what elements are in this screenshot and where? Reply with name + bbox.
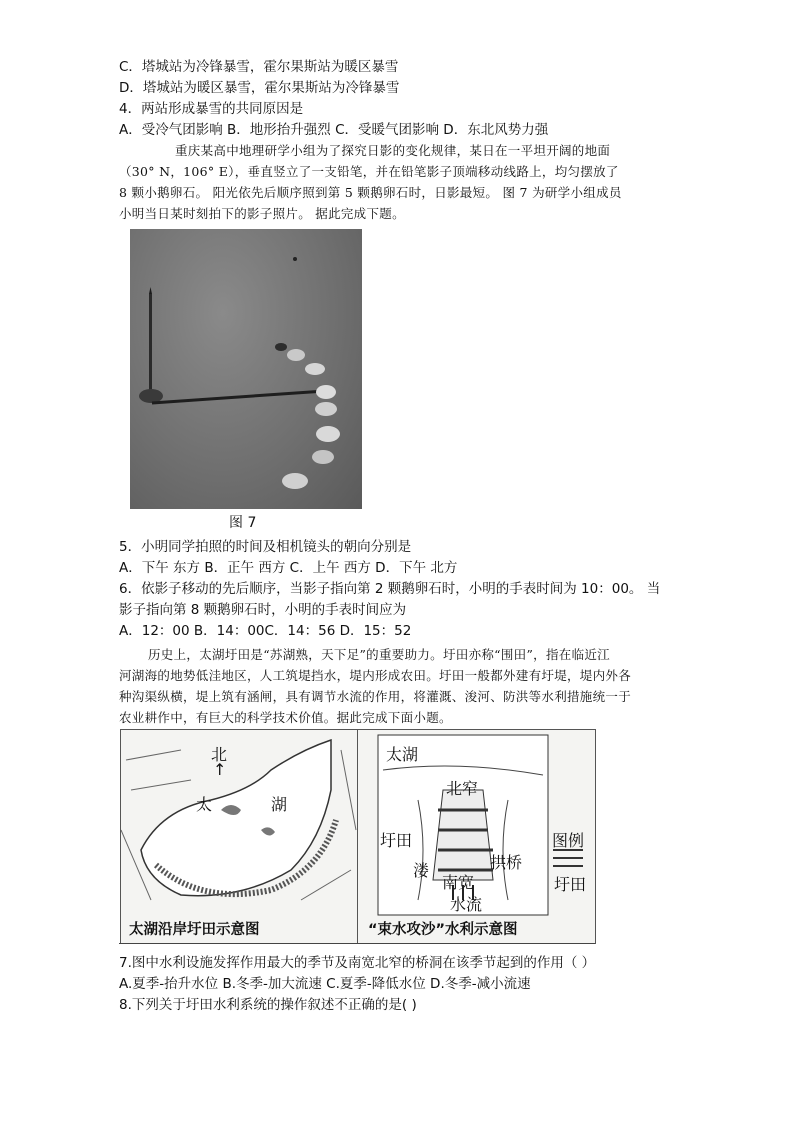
taihu-shore-map (120, 729, 359, 944)
passage-1-line-1: 重庆某高中地理研学小组为了探究日影的变化规律，某日在一平坦开阔的地面 (175, 143, 611, 158)
question-5-options: A．下午 东方 B．正午 西方 C．上午 西方 D．下午 北方 (119, 560, 458, 576)
passage-1-line-3: 8 颗小鹅卵石。 阳光依先后顺序照到第 5 颗鹅卵石时，日影最短。 图 7 为研学小组成员 (119, 185, 622, 200)
question-6-line-1: 6．依影子移动的先后顺序，当影子指向第 2 颗鹅卵石时，小明的手表时间为 10：00。 当 (119, 581, 661, 597)
option-c-q3: C．塔城站为冷锋暴雪，霍尔果斯站为暖区暴雪 (119, 59, 399, 75)
passage-1-line-4: 小明当日某时刻拍下的影子照片。 据此完成下题。 (119, 206, 405, 221)
taihu-map-drawing (121, 730, 358, 920)
beizhai-label: 北窄 (446, 779, 479, 798)
shadow-photo-drawing (130, 229, 362, 509)
figure-7-caption: 图 7 (229, 515, 257, 531)
nankuan-label: 南宽 (442, 873, 475, 892)
left-map-caption: 太湖沿岸圩田示意图 (129, 922, 260, 938)
gongqiao-label: 拱桥 (490, 853, 523, 872)
option-d-q3: D．塔城站为暖区暴雪，霍尔果斯站为冷锋暴雪 (119, 80, 400, 96)
north-arrow-icon: ↑ (213, 760, 227, 779)
hu-label: 湖 (271, 795, 288, 814)
weitian-label: 圩田 (380, 831, 413, 850)
question-4: 4．两站形成暴雪的共同原因是 (119, 101, 304, 117)
question-6-line-2: 影子指向第 8 颗鹅卵石时，小明的手表时间应为 (119, 602, 407, 618)
shushui-gongsha-map (357, 729, 596, 944)
divider-line (119, 943, 595, 944)
passage-1-line-2: （30° N，106° E），垂直竖立了一支铅笔，并在铅笔影子顶端移动线路上，均匀摆放了 (119, 164, 619, 179)
legend-title: 图例 (552, 831, 585, 850)
question-7-options: A.夏季-抬升水位 B.冬季-加大流速 C.夏季-降低水位 D.冬季-减小流速 (119, 976, 531, 992)
lou-label: 溇 (413, 861, 430, 880)
passage-2-line-4: 农业耕作中，有巨大的科学技术价值。据此完成下面小题。 (119, 710, 452, 725)
question-6-options: A．12：00 B．14：00C．14：56 D．15：52 (119, 623, 412, 639)
taihu-label: 太湖 (386, 745, 419, 764)
right-map-caption: “束水攻沙”水利示意图 (368, 922, 518, 938)
tai-label: 太 (196, 795, 213, 814)
passage-2-line-3: 种沟渠纵横，堤上筑有涵闸，具有调节水流的作用，将灌溉、浚河、防洪等水利措施统一于 (119, 689, 632, 704)
shadow-photo (130, 229, 362, 509)
question-8: 8.下列关于圩田水利系统的操作叙述不正确的是( ) (119, 997, 417, 1013)
north-label: 北 (211, 745, 228, 764)
question-7: 7.图中水利设施发挥作用最大的季节及南宽北窄的桥洞在该季节起到的作用（ ） (119, 955, 596, 971)
legend-weitian-label: 圩田 (554, 875, 587, 894)
question-4-options: A．受冷气团影响 B．地形抬升强烈 C．受暖气团影响 D．东北风势力强 (119, 122, 549, 138)
question-5: 5．小明同学拍照的时间及相机镜头的朝向分别是 (119, 539, 412, 555)
passage-2-line-1: 历史上，太湖圩田是“苏湖熟，天下足”的重要助力。圩田亦称“围田”，指在临近江 (148, 647, 610, 662)
passage-2-line-2: 河湖海的地势低洼地区，人工筑堤挡水，堤内形成农田。圩田一般都外建有圩堤，堤内外各 (119, 668, 632, 683)
shuiliu-label: 水流 (450, 895, 483, 914)
